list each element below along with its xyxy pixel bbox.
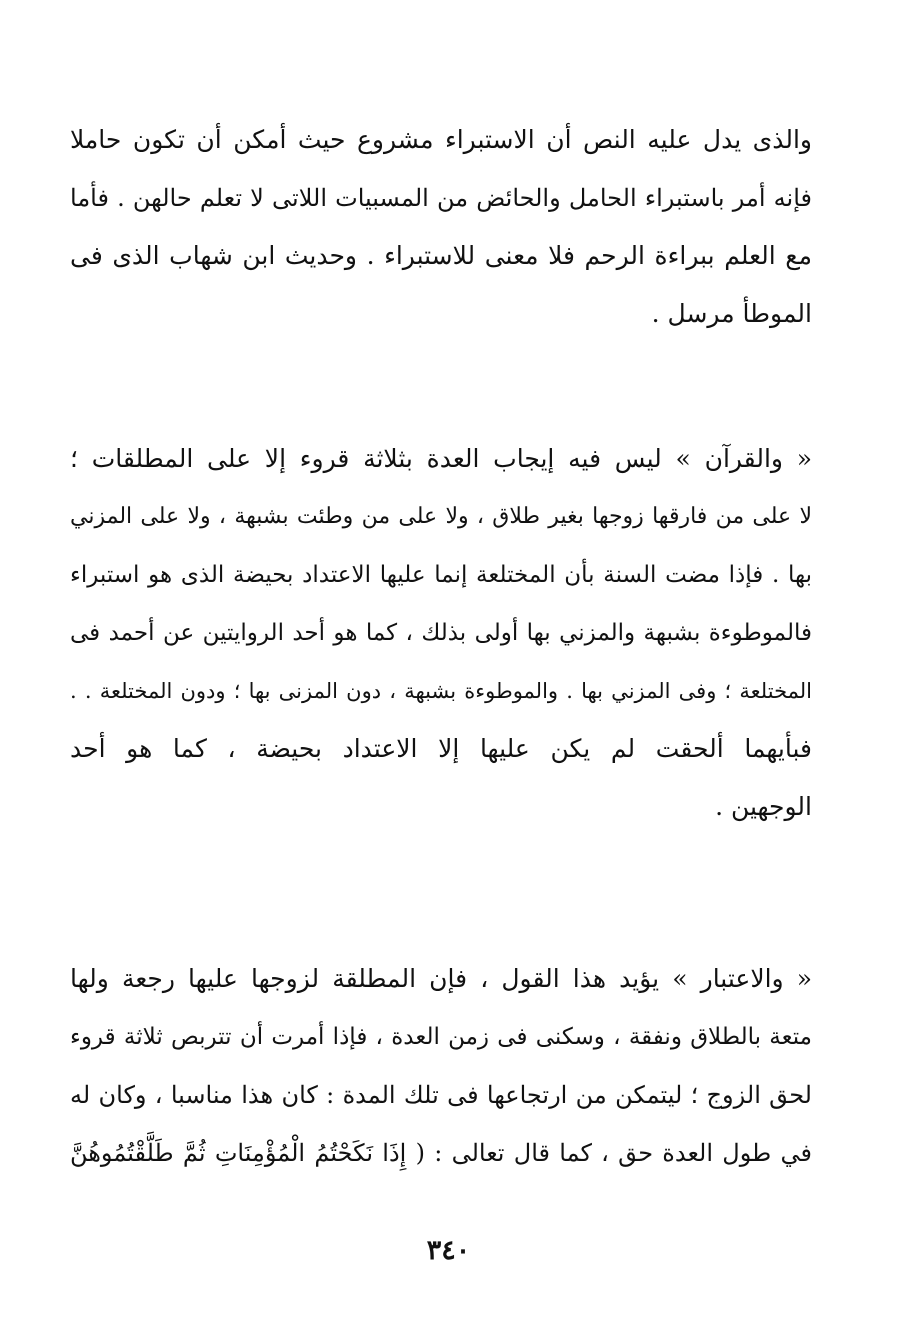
text-line: والذى يدل عليه النص أن الاستبراء مشروع حيث أمكن أن تكون حاملا [70, 125, 812, 154]
paragraph-istibra [70, 111, 812, 343]
text-line: « والقرآن » ليس فيه إيجاب العدة بثلاثة قروء إلا على المطلقات ؛ [70, 444, 812, 473]
text-line: في طول العدة حق ، كما قال تعالى : ( إِذَا نَكَحْتُمُ الْمُؤْمِنَاتِ ثُمَّ طَلَّقْتُمُوهُنَّ [70, 1139, 812, 1167]
text-line: الموطأ مرسل . [651, 299, 812, 328]
text-line: لحق الزوج ؛ ليتمكن من ارتجاعها فى تلك المدة : كان هذا مناسبا ، وكان له [70, 1081, 812, 1109]
text-line: المختلعة ؛ وفى المزني بها . والموطوءة بشبهة ، دون المزنى بها ؛ ودون المختلعة . . [70, 679, 812, 703]
text-line: مع العلم ببراءة الرحم فلا معنى للاستبراء . وحديث ابن شهاب الذى فى [70, 241, 812, 270]
page-number: ٣٤٠ [426, 1235, 471, 1266]
text-line: لا على من فارقها زوجها بغير طلاق ، ولا على من وطئت بشبهة ، ولا على المزني [70, 504, 812, 529]
text-line: بها . فإذا مضت السنة بأن المختلعة إنما عليها الاعتداد بحيضة الذى هو استبراء [70, 562, 812, 588]
text-line: متعة بالطلاق ونفقة ، وسكنى فى زمن العدة ، فإذا أمرت أن تتربص ثلاثة قروء [70, 1024, 812, 1050]
text-line: فبأيهما ألحقت لم يكن عليها إلا الاعتداد بحيضة ، كما هو أحد [70, 734, 812, 763]
text-line: فإنه أمر باستبراء الحامل والحائض من المسبيات اللاتى لا تعلم حالهن . فأما [70, 184, 812, 212]
text-line: فالموطوءة بشبهة والمزني بها أولى بذلك ، كما هو أحد الروايتين عن أحمد فى [70, 620, 812, 646]
paragraph-itibar [70, 950, 812, 1182]
paragraph-quran [70, 430, 812, 836]
text-line: الوجهين . [715, 792, 812, 821]
text-line: « والاعتبار » يؤيد هذا القول ، فإن المطلقة لزوجها عليها رجعة ولها [70, 964, 812, 993]
